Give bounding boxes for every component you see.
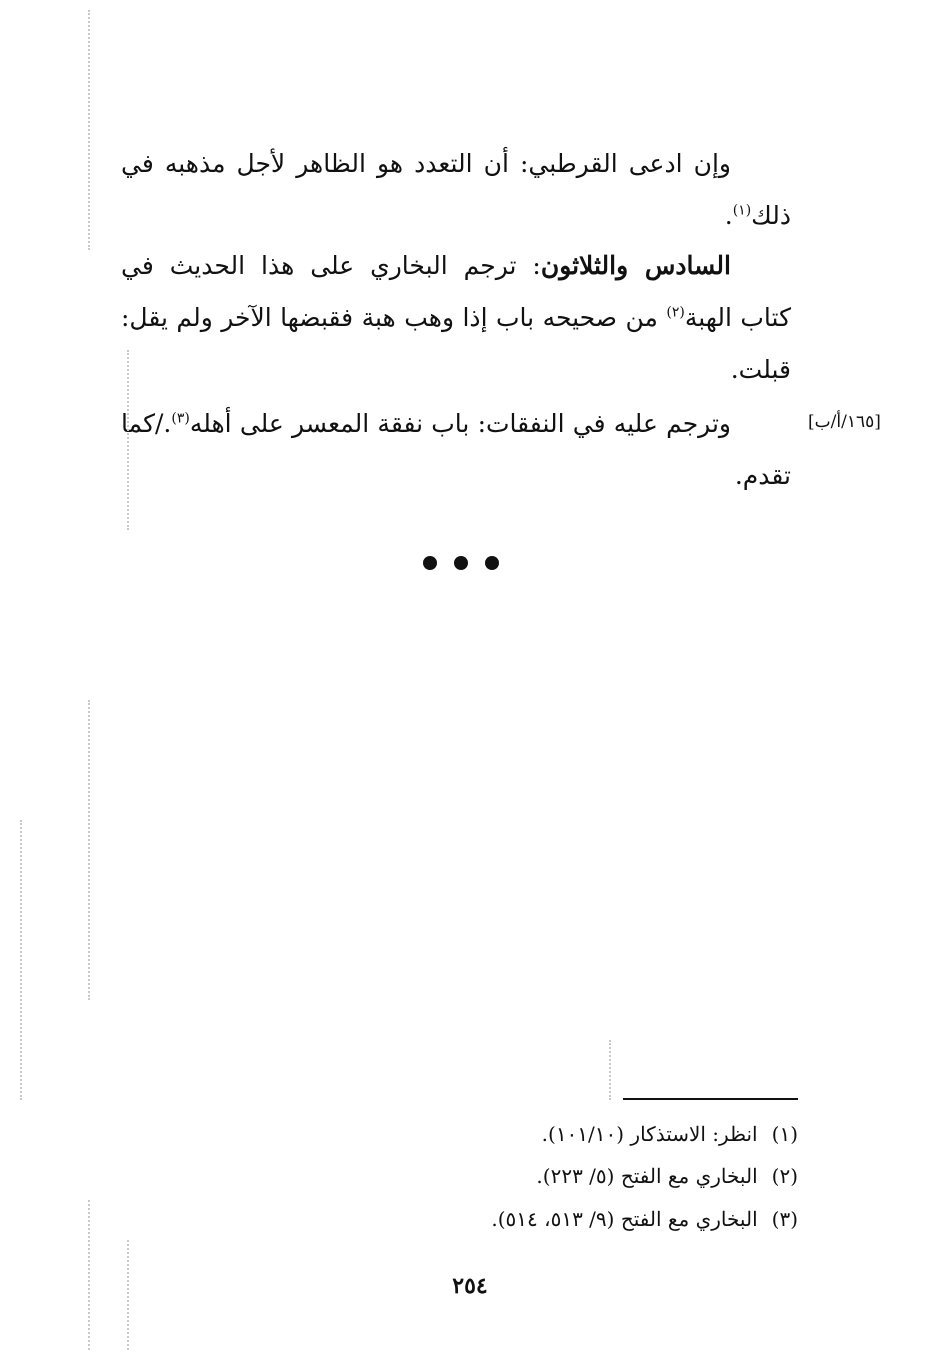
footnote-number: (٣) [771, 1207, 798, 1231]
scan-artifact [20, 820, 22, 1100]
separator-dot-icon [423, 556, 437, 570]
scan-artifact [127, 1240, 129, 1350]
paragraph-1-text: وإن ادعى القرطبي: أن التعدد هو الظاهر لأجل مذهبه في ذلك [121, 149, 791, 230]
separator-dot-icon [454, 556, 468, 570]
footnote-text: انظر: الاستذكار (١٠١/١٠). [541, 1122, 758, 1146]
footnote-divider [623, 1098, 798, 1100]
footnote-number: (١) [771, 1122, 798, 1146]
paragraph-3 [121, 398, 791, 502]
separator-dot-icon [485, 556, 499, 570]
paragraph-2-text-2: من صحيحه باب إذا وهب هبة فقبضها الآخر ولم يقل: قبلت. [121, 303, 791, 384]
footnote-1 [158, 1120, 798, 1148]
scan-artifact [88, 1200, 90, 1350]
scan-artifact [88, 10, 90, 250]
paragraph-3-text-1: وترجم عليه في النفقات: باب نفقة المعسر على أهله [189, 409, 731, 438]
scan-artifact [609, 1040, 611, 1100]
paragraph-2-text-1: : ترجم البخاري على هذا الحديث في كتاب الهبة [121, 251, 791, 332]
footnote-ref-2: (٢) [666, 304, 685, 321]
footnote-2 [158, 1162, 798, 1190]
footnote-3 [158, 1205, 798, 1233]
page-number: ٢٥٤ [452, 1273, 488, 1299]
paragraph-1-end: . [724, 201, 733, 230]
footnote-number: (٢) [771, 1164, 798, 1188]
section-separator [423, 556, 499, 570]
footnote-text: البخاري مع الفتح (٥/ ٢٢٣). [536, 1164, 758, 1188]
scan-artifact [88, 700, 90, 1000]
footnote-text: البخاري مع الفتح (٩/ ٥١٣، ٥١٤). [491, 1207, 758, 1231]
scan-artifact [127, 350, 129, 530]
footnote-ref-1: (١) [732, 202, 752, 219]
footnote-ref-3: (٣) [171, 410, 190, 427]
paragraph-2 [121, 240, 791, 396]
manuscript-folio-reference: [١٦٥/أ/ب] [808, 412, 881, 432]
section-heading-inline: السادس والثلاثون [540, 251, 731, 280]
paragraph-3-text-2: ./كما تقدم. [121, 409, 791, 490]
paragraph-1 [121, 138, 791, 242]
